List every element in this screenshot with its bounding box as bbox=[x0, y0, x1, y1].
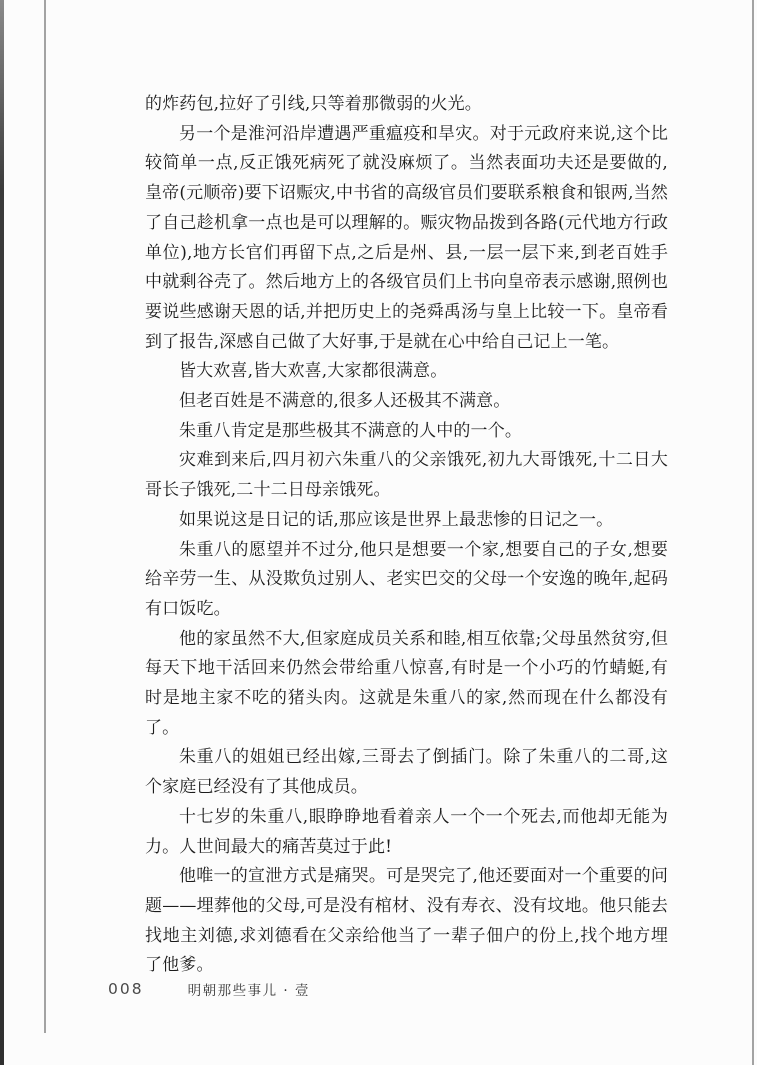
body-paragraph: 另一个是淮河沿岸遭遇严重瘟疫和旱灾。对于元政府来说,这个比较简单一点,反正饿死病死了就没麻烦了。当然表面功夫还是要做的,皇帝(元顺帝)要下诏赈灾,中书省的高级官员们要联系粮食和银两,当然了自己趁机拿一点也是可以理解的。赈灾物品拨到各路(元代地方行政单位),地方长官们再留下点,之后是州、县,一层一层下来,到老百姓手中就剩谷壳了。然后地方上的各级官员们上书向皇帝表示感谢,照例也要说些感谢天恩的话,并把历史上的尧舜禹汤与皇上比较一下。皇帝看到了报告,深感自己做了大好事,于是就在心中给自己记上一笔。 bbox=[145, 123, 668, 352]
body-paragraph: 灾难到来后,四月初六朱重八的父亲饿死,初九大哥饿死,十二日大哥长子饿死,二十二日母亲饿死。 bbox=[145, 450, 668, 501]
body-paragraph: 皆大欢喜,皆大欢喜,大家都很满意。 bbox=[179, 361, 448, 382]
book-title: 明朝那些事儿 · 壹 bbox=[187, 983, 310, 999]
body-paragraph: 如果说这是日记的话,那应该是世界上最悲惨的日记之一。 bbox=[179, 509, 614, 530]
body-paragraph: 他的家虽然不大,但家庭成员关系和睦,相互依靠;父母虽然贫穷,但每天下地干活回来仍然会带给重八惊喜,有时是一个小巧的竹蜻蜓,有时是地主家不吃的猪头肉。这就是朱重八的家,然而现在什么都没有了。 bbox=[145, 628, 668, 738]
page-number: 008 bbox=[108, 980, 144, 998]
body-paragraph: 十七岁的朱重八,眼睁睁地看着亲人一个一个死去,而他却无能为力。人世间最大的痛苦莫过于此! bbox=[145, 806, 668, 857]
body-paragraph: 的炸药包,拉好了引线,只等着那微弱的火光。 bbox=[145, 94, 482, 114]
right-page-edge-line bbox=[752, 0, 754, 1065]
body-paragraph: 但老百姓是不满意的,很多人还极其不满意。 bbox=[179, 391, 511, 412]
body-text-block bbox=[145, 90, 668, 981]
body-paragraph: 朱重八的愿望并不过分,他只是想要一个家,想要自己的子女,想要给辛劳一生、从没欺负过别人、老实巴交的父母一个安逸的晚年,起码有口饭吃。 bbox=[145, 539, 668, 619]
left-margin-rule bbox=[44, 0, 46, 1033]
body-paragraph: 朱重八的姐姐已经出嫁,三哥去了倒插门。除了朱重八的二哥,这个家庭已经没有了其他成员。 bbox=[145, 747, 668, 798]
page-footer bbox=[108, 979, 310, 999]
body-paragraph: 他唯一的宣泄方式是痛哭。可是哭完了,他还要面对一个重要的问题——埋葬他的父母,可是没有棺材、没有寿衣、没有坟地。他只能去找地主刘德,求刘德看在父亲给他当了一辈子佃户的份上,找个地方埋了他爹。 bbox=[145, 866, 668, 976]
body-paragraph: 朱重八肯定是那些极其不满意的人中的一个。 bbox=[179, 420, 522, 441]
page-left-scan-edge bbox=[0, 0, 4, 1065]
